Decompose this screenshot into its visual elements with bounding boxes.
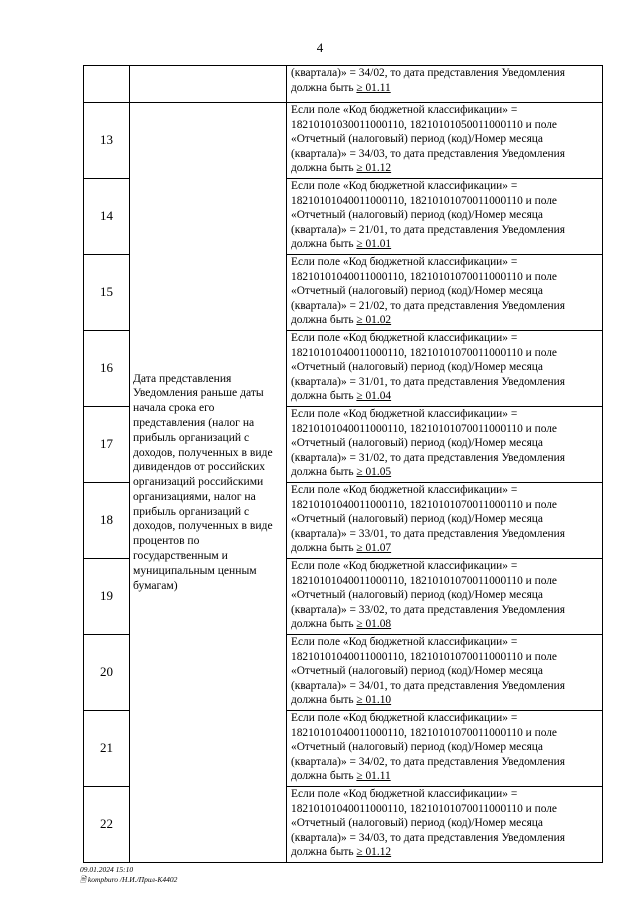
condition-text: Если поле «Код бюджетной классификации» = 18210101040011000110, 18210101070011000110 и поле «Отчетный (налоговый) период (код)/Номер месяца (квартала)» = 34/03, то дата представления Уведомления должна быть <box>291 788 565 859</box>
condition-text: Если поле «Код бюджетной классификации» = 18210101040011000110, 18210101070011000110 и поле «Отчетный (налоговый) период (код)/Номер месяца (квартала)» = 21/01, то дата представления Уведомления должна быть <box>291 180 565 251</box>
condition-date: ≥ 01.12 <box>356 846 392 859</box>
table-row <box>84 66 603 103</box>
condition-date: ≥ 01.11 <box>356 81 391 94</box>
condition-cell <box>287 66 603 103</box>
condition-date: ≥ 01.04 <box>356 390 392 403</box>
row-number: 14 <box>84 179 130 255</box>
condition-cell <box>287 331 603 407</box>
condition-cell <box>287 103 603 179</box>
condition-text: Если поле «Код бюджетной классификации» = 18210101040011000110, 18210101070011000110 и поле «Отчетный (налоговый) период (код)/Номер месяца (квартала)» = 21/02, то дата представления Уведомления должна быть <box>291 256 565 327</box>
condition-text: (квартала)» = 34/02, то дата представления Уведомления должна быть <box>291 67 565 94</box>
condition-text: Если поле «Код бюджетной классификации» = 18210101040011000110, 18210101070011000110 и поле «Отчетный (налоговый) период (код)/Номер месяца (квартала)» = 31/01, то дата представления Уведомления должна быть <box>291 332 565 403</box>
condition-text: Если поле «Код бюджетной классификации» = 18210101040011000110, 18210101070011000110 и поле «Отчетный (налоговый) период (код)/Номер месяца (квартала)» = 33/02, то дата представления Уведомления должна быть <box>291 560 565 631</box>
condition-cell <box>287 787 603 863</box>
condition-text: Если поле «Код бюджетной классификации» = 18210101040011000110, 18210101070011000110 и поле «Отчетный (налоговый) период (код)/Номер месяца (квартала)» = 34/01, то дата представления Уведомления должна быть <box>291 636 565 707</box>
condition-cell <box>287 711 603 787</box>
row-number: 19 <box>84 559 130 635</box>
condition-date: ≥ 01.08 <box>356 618 392 631</box>
row-number: 13 <box>84 103 130 179</box>
condition-date: ≥ 01.12 <box>356 162 392 175</box>
condition-cell <box>287 635 603 711</box>
condition-date: ≥ 01.05 <box>356 466 392 479</box>
row-number: 21 <box>84 711 130 787</box>
condition-cell <box>287 255 603 331</box>
row-number <box>84 66 130 103</box>
condition-date: ≥ 01.01 <box>356 238 392 251</box>
condition-cell <box>287 179 603 255</box>
condition-date: ≥ 01.02 <box>356 314 392 327</box>
error-description-cell <box>130 103 287 863</box>
row-number: 17 <box>84 407 130 483</box>
condition-date: ≥ 01.10 <box>356 694 392 707</box>
condition-cell <box>287 407 603 483</box>
footer-timestamp: 09.01.2024 15:10 <box>80 865 134 874</box>
document-footer <box>80 865 177 885</box>
condition-text: Если поле «Код бюджетной классификации» = 18210101040011000110, 18210101070011000110 и поле «Отчетный (налоговый) период (код)/Номер месяца (квартала)» = 31/02, то дата представления Уведомления должна быть <box>291 408 565 479</box>
row-number: 15 <box>84 255 130 331</box>
empty-description-cell <box>130 66 287 103</box>
row-number: 18 <box>84 483 130 559</box>
document-icon: 🗎 <box>80 875 88 884</box>
error-description-text: Дата представления Уведомления раньше даты начала срока его представления (налог на прибыль организаций с доходов, полученных в виде дивидендов от российских организаций российскими организациями, налог на прибыль организаций с доходов, полученных в виде процентов по государственным и муниципальным ценным бумагам) <box>133 371 273 592</box>
condition-text: Если поле «Код бюджетной классификации» = 18210101040011000110, 18210101070011000110 и поле «Отчетный (налоговый) период (код)/Номер месяца (квартала)» = 34/02, то дата представления Уведомления должна быть <box>291 712 565 783</box>
condition-text: Если поле «Код бюджетной классификации» = 18210101030011000110, 18210101050011000110 и поле «Отчетный (налоговый) период (код)/Номер месяца (квартала)» = 34/03, то дата представления Уведомления должна быть <box>291 104 565 175</box>
condition-cell <box>287 559 603 635</box>
footer-path <box>80 875 177 885</box>
footer-path-text: kompburo /Н.И./Прил-К4402 <box>87 875 178 884</box>
condition-date: ≥ 01.07 <box>356 542 392 555</box>
row-number: 16 <box>84 331 130 407</box>
condition-cell <box>287 483 603 559</box>
table-row <box>84 103 603 179</box>
condition-text: Если поле «Код бюджетной классификации» = 18210101040011000110, 18210101070011000110 и поле «Отчетный (налоговый) период (код)/Номер месяца (квартала)» = 33/01, то дата представления Уведомления должна быть <box>291 484 565 555</box>
validation-rules-table <box>83 65 603 863</box>
page-number: 4 <box>316 40 324 55</box>
row-number: 20 <box>84 635 130 711</box>
condition-date: ≥ 01.11 <box>356 770 391 783</box>
row-number: 22 <box>84 787 130 863</box>
